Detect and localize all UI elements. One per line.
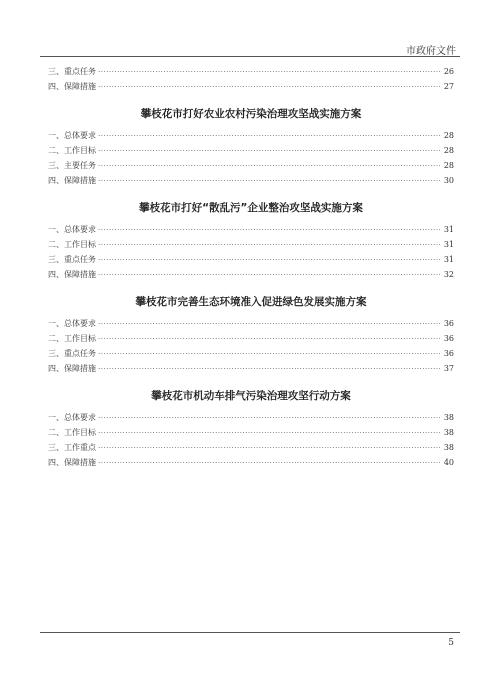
toc-entry-page: 40 (443, 458, 454, 467)
toc-entry-label: 二、工作目标 (48, 334, 96, 343)
toc-leader-dots (98, 256, 440, 264)
toc-entry[interactable] (48, 224, 454, 239)
toc-leader-dots (98, 68, 440, 76)
toc-entry[interactable] (48, 66, 454, 81)
header-rule (40, 56, 460, 57)
toc-entry-label: 一、总体要求 (48, 225, 96, 234)
toc-entry-label: 一、总体要求 (48, 319, 96, 328)
toc-leader-dots (98, 429, 440, 437)
toc-entry[interactable] (48, 145, 454, 160)
toc-leader-dots (98, 365, 440, 373)
toc-leader-dots (98, 444, 440, 452)
toc-entry[interactable] (48, 318, 454, 333)
header-label: 市政府文件 (406, 46, 456, 57)
toc-entry[interactable] (48, 269, 454, 284)
toc-entry-label: 四、保障措施 (48, 176, 96, 185)
toc-entry-page: 36 (443, 349, 454, 358)
toc-entry[interactable] (48, 412, 454, 427)
toc-entry-label: 一、总体要求 (48, 131, 96, 140)
toc-leader-dots (98, 350, 440, 358)
toc-entry[interactable] (48, 442, 454, 457)
toc-entry-label: 四、保障措施 (48, 364, 96, 373)
toc-entry[interactable] (48, 427, 454, 442)
toc-leader-dots (98, 162, 440, 170)
toc-leader-dots (98, 335, 440, 343)
toc-entry-page: 36 (443, 334, 454, 343)
toc-entry[interactable] (48, 160, 454, 175)
toc-entry-label: 四、保障措施 (48, 458, 96, 467)
toc-leader-dots (98, 132, 440, 140)
footer-rule (40, 632, 460, 633)
toc-entry-label: 三、重点任务 (48, 349, 96, 358)
toc-entry-page: 31 (443, 225, 454, 234)
toc-entry-label: 三、主要任务 (48, 161, 96, 170)
toc-entry-label: 三、重点任务 (48, 255, 96, 264)
toc-entry-page: 27 (443, 82, 454, 91)
toc-entry[interactable] (48, 457, 454, 472)
toc-entry[interactable] (48, 333, 454, 348)
table-of-contents (48, 66, 454, 472)
toc-entry-page: 38 (443, 443, 454, 452)
toc-leader-dots (98, 147, 440, 155)
toc-entry-label: 四、保障措施 (48, 82, 96, 91)
page-number: 5 (448, 638, 454, 648)
toc-entry[interactable] (48, 348, 454, 363)
toc-leader-dots (98, 320, 440, 328)
toc-leader-dots (98, 414, 440, 422)
toc-entry-page: 28 (443, 131, 454, 140)
toc-entry[interactable] (48, 363, 454, 378)
toc-entry-label: 二、工作目标 (48, 428, 96, 437)
toc-entry-label: 四、保障措施 (48, 270, 96, 279)
toc-entry-page: 31 (443, 255, 454, 264)
toc-leader-dots (98, 271, 440, 279)
toc-entry-label: 三、重点任务 (48, 67, 96, 76)
toc-entry-page: 38 (443, 428, 454, 437)
toc-entry[interactable] (48, 130, 454, 145)
toc-entry-page: 26 (443, 67, 454, 76)
section-title[interactable]: 攀枝花市机动车排气污染治理攻坚行动方案 (151, 390, 351, 402)
toc-leader-dots (98, 226, 440, 234)
toc-entry[interactable] (48, 239, 454, 254)
toc-entry-page: 36 (443, 319, 454, 328)
toc-entry-page: 31 (443, 240, 454, 249)
toc-entry[interactable] (48, 175, 454, 190)
toc-leader-dots (98, 459, 440, 467)
toc-entry[interactable] (48, 254, 454, 269)
toc-entry-page: 38 (443, 413, 454, 422)
toc-entry-page: 28 (443, 146, 454, 155)
toc-entry-label: 一、总体要求 (48, 413, 96, 422)
toc-entry-page: 28 (443, 161, 454, 170)
toc-leader-dots (98, 83, 440, 91)
section-title[interactable]: 攀枝花市打好农业农村污染治理攻坚战实施方案 (140, 108, 362, 120)
toc-entry[interactable] (48, 81, 454, 96)
toc-leader-dots (98, 241, 440, 249)
toc-entry-label: 三、工作重点 (48, 443, 96, 452)
toc-entry-page: 30 (443, 176, 454, 185)
toc-entry-page: 37 (443, 364, 454, 373)
section-title[interactable]: 攀枝花市完善生态环境准入促进绿色发展实施方案 (135, 296, 367, 308)
toc-entry-label: 二、工作目标 (48, 146, 96, 155)
toc-entry-page: 32 (443, 270, 454, 279)
toc-entry-label: 二、工作目标 (48, 240, 96, 249)
section-title[interactable]: 攀枝花市打好“散乱污”企业整治攻坚战实施方案 (139, 202, 363, 214)
toc-leader-dots (98, 177, 440, 185)
